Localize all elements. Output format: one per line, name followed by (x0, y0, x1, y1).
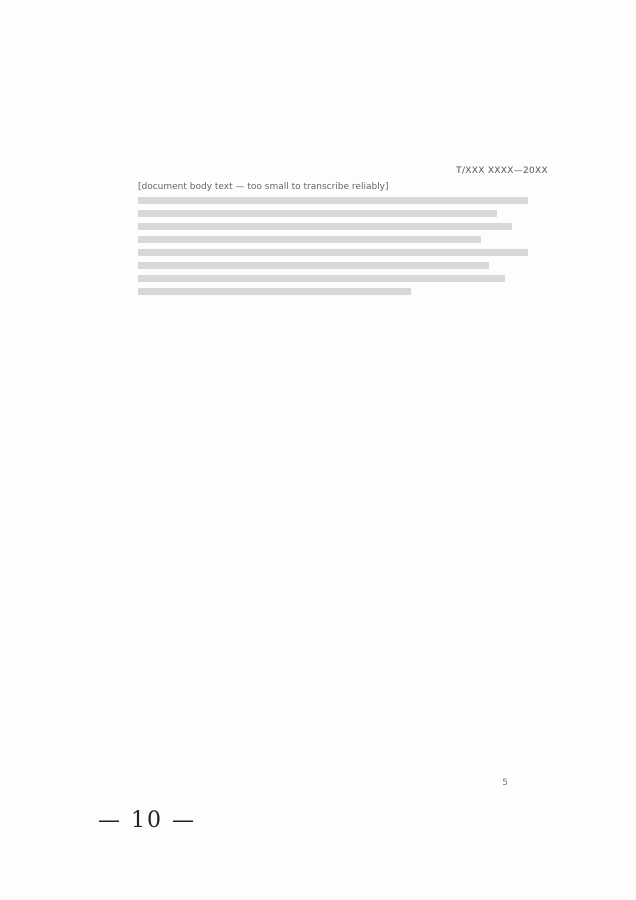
outer-page-number: — 10 — (98, 808, 196, 833)
standard-code: T/XXX XXXX—20XX (456, 166, 548, 176)
inner-page-number: 5 (502, 778, 508, 788)
body-text-placeholder: [document body text — too small to transcribe reliably] (138, 182, 389, 192)
body-text (138, 180, 528, 301)
text-line (138, 249, 528, 256)
text-line (138, 210, 497, 217)
text-line (138, 288, 411, 295)
text-line (138, 262, 489, 269)
text-line (138, 236, 481, 243)
text-line (138, 197, 528, 204)
text-line (138, 275, 505, 282)
text-line (138, 223, 512, 230)
